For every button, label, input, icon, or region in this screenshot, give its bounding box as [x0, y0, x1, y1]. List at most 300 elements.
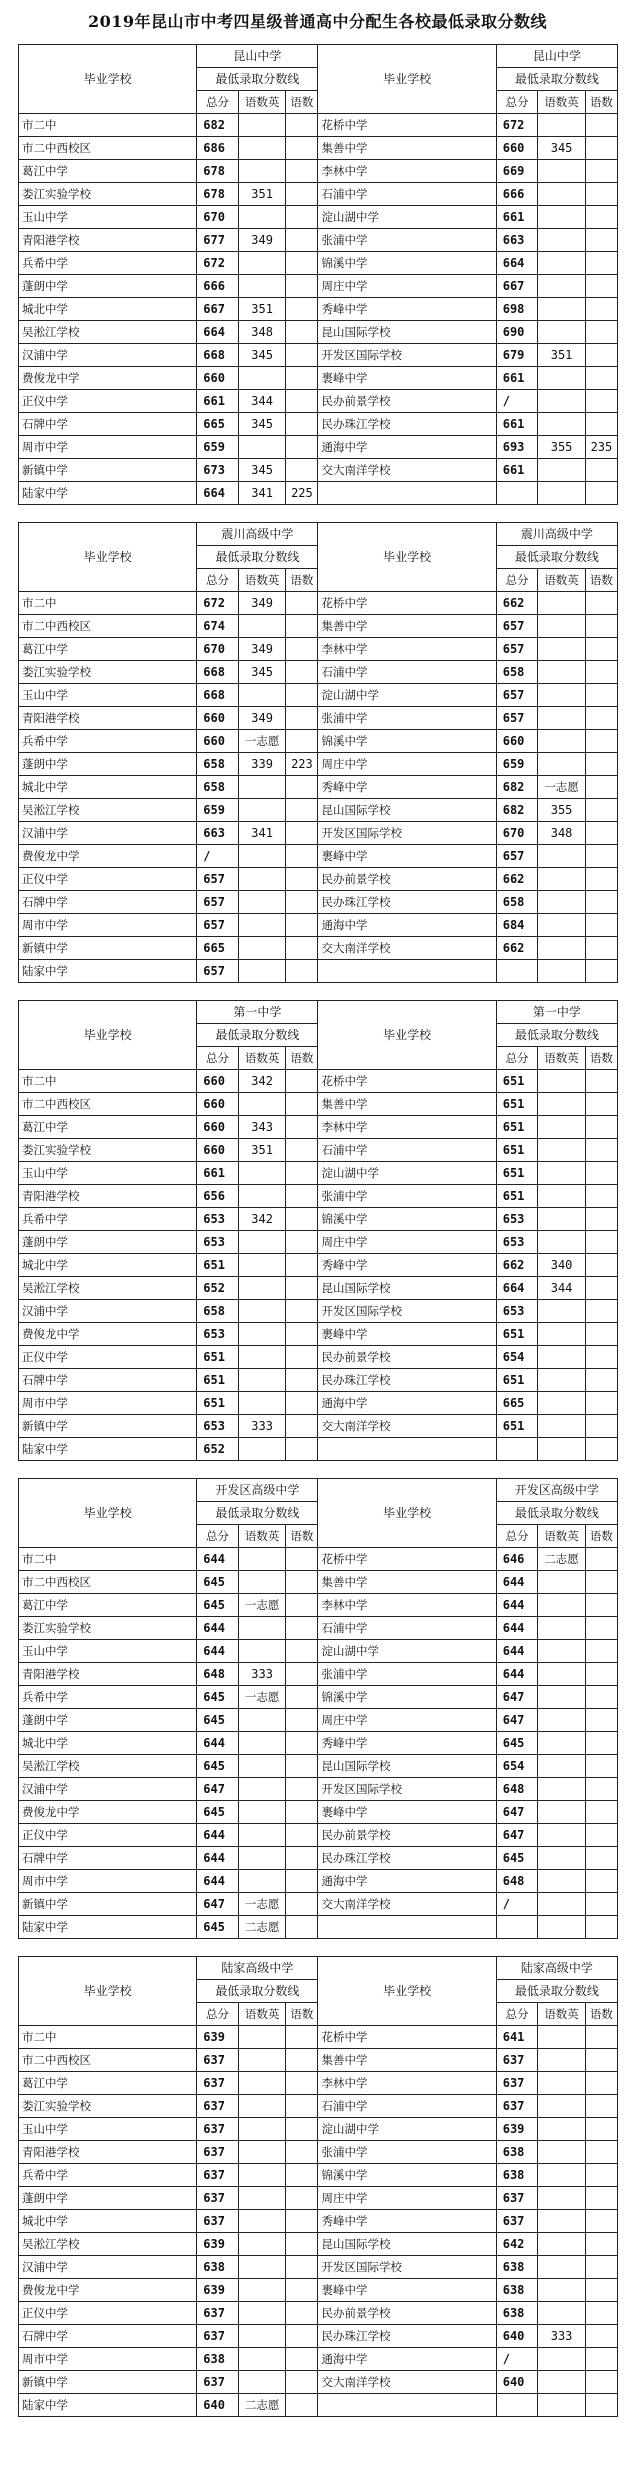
- table-row: [19, 2302, 618, 2325]
- chinese-math-cell: [585, 1254, 617, 1277]
- chinese-math-english-cell: [538, 592, 586, 615]
- table-row: [19, 1346, 618, 1369]
- chinese-math-cell: [286, 183, 318, 206]
- school-name-cell: 陆家中学: [19, 1916, 197, 1939]
- chinese-math-english-cell: [538, 1116, 586, 1139]
- school-name-cell: 石浦中学: [318, 1617, 496, 1640]
- total-score-cell: 658: [197, 1300, 239, 1323]
- total-score-cell: 663: [496, 229, 538, 252]
- total-score-cell: 638: [496, 2279, 538, 2302]
- chinese-math-cell: [585, 799, 617, 822]
- chinese-math-english-cell: [238, 1617, 286, 1640]
- total-score-cell: 645: [197, 1755, 239, 1778]
- school-name-cell: 城北中学: [19, 2210, 197, 2233]
- school-name-cell: 民办珠江学校: [318, 2325, 496, 2348]
- total-score-cell: 661: [496, 206, 538, 229]
- chinese-math-cell: [286, 2302, 318, 2325]
- chinese-math-cell: [585, 1663, 617, 1686]
- total-score-cell: 637: [197, 2141, 239, 2164]
- table-row: [19, 2164, 618, 2187]
- table-row: [19, 2394, 618, 2417]
- chinese-math-cell: [286, 960, 318, 983]
- total-score-cell: 658: [496, 891, 538, 914]
- school-column-header: 毕业学校: [318, 523, 496, 592]
- table-row: [19, 298, 618, 321]
- school-name-cell: 通海中学: [318, 2348, 496, 2371]
- school-column-header: 毕业学校: [318, 1479, 496, 1548]
- chinese-math-english-cell: [538, 1824, 586, 1847]
- chinese-math-header: 语数: [585, 91, 617, 114]
- total-score-cell: 653: [197, 1231, 239, 1254]
- total-score-cell: 651: [496, 1323, 538, 1346]
- chinese-math-cell: [286, 2233, 318, 2256]
- chinese-math-cell: [286, 1254, 318, 1277]
- chinese-math-cell: [585, 1415, 617, 1438]
- chinese-math-cell: [585, 707, 617, 730]
- school-name-cell: 汉浦中学: [19, 1300, 197, 1323]
- chinese-math-header: 语数: [286, 2003, 318, 2026]
- table-row: [19, 436, 618, 459]
- chinese-math-english-cell: [538, 1709, 586, 1732]
- table-row: [19, 1369, 618, 1392]
- chinese-math-english-cell: [538, 1893, 586, 1916]
- chinese-math-english-cell: [538, 2348, 586, 2371]
- chinese-math-english-header: 语数英: [238, 1525, 286, 1548]
- min-score-line-header: 最低录取分数线: [496, 1980, 617, 2003]
- total-score-cell: 647: [197, 1778, 239, 1801]
- chinese-math-english-cell: [238, 206, 286, 229]
- chinese-math-cell: [286, 1070, 318, 1093]
- table-row: [19, 1116, 618, 1139]
- school-name-cell: 陆家中学: [19, 1438, 197, 1461]
- school-name-cell: 开发区国际学校: [318, 1300, 496, 1323]
- total-score-cell: [496, 960, 538, 983]
- chinese-math-english-cell: 二志愿: [538, 1548, 586, 1571]
- chinese-math-english-cell: 349: [238, 229, 286, 252]
- total-score-cell: 672: [496, 114, 538, 137]
- chinese-math-english-cell: [238, 937, 286, 960]
- total-score-cell: 682: [496, 776, 538, 799]
- chinese-math-english-header: 语数英: [238, 91, 286, 114]
- chinese-math-cell: [286, 367, 318, 390]
- chinese-math-cell: [286, 684, 318, 707]
- school-name-cell: 市二中: [19, 1548, 197, 1571]
- chinese-math-cell: [286, 1686, 318, 1709]
- table-row: [19, 753, 618, 776]
- school-column-header: 毕业学校: [19, 1479, 197, 1548]
- chinese-math-english-cell: [538, 1594, 586, 1617]
- school-name-cell: 秀峰中学: [318, 1732, 496, 1755]
- school-name-cell: 淀山湖中学: [318, 206, 496, 229]
- chinese-math-english-cell: 345: [238, 459, 286, 482]
- school-name-cell: 周庄中学: [318, 2187, 496, 2210]
- school-name-cell: 城北中学: [19, 1732, 197, 1755]
- chinese-math-english-cell: [238, 2095, 286, 2118]
- school-name-cell: 花桥中学: [318, 1070, 496, 1093]
- total-score-header: 总分: [496, 2003, 538, 2026]
- school-name-cell: 玉山中学: [19, 2118, 197, 2141]
- total-score-cell: 651: [197, 1392, 239, 1415]
- school-name-cell: 周庄中学: [318, 1709, 496, 1732]
- chinese-math-cell: [585, 868, 617, 891]
- chinese-math-english-cell: [538, 1070, 586, 1093]
- chinese-math-cell: [286, 298, 318, 321]
- school-name-cell: 交大南洋学校: [318, 1415, 496, 1438]
- table-row: [19, 1686, 618, 1709]
- table-row: [19, 1070, 618, 1093]
- total-score-cell: 645: [496, 1847, 538, 1870]
- chinese-math-english-cell: 二志愿: [238, 2394, 286, 2417]
- school-name-cell: 汉浦中学: [19, 822, 197, 845]
- total-score-cell: 657: [197, 891, 239, 914]
- chinese-math-english-cell: [238, 1640, 286, 1663]
- chinese-math-english-cell: [238, 615, 286, 638]
- chinese-math-cell: [585, 2371, 617, 2394]
- chinese-math-english-cell: [538, 482, 586, 505]
- school-name-cell: 青阳港学校: [19, 229, 197, 252]
- chinese-math-english-cell: [538, 298, 586, 321]
- total-score-cell: 659: [197, 799, 239, 822]
- chinese-math-english-cell: 341: [238, 482, 286, 505]
- total-score-cell: 652: [197, 1438, 239, 1461]
- total-score-cell: 637: [197, 2302, 239, 2325]
- school-name-cell: 葛江中学: [19, 638, 197, 661]
- chinese-math-english-cell: [238, 1231, 286, 1254]
- total-score-cell: [496, 2394, 538, 2417]
- chinese-math-english-cell: [538, 684, 586, 707]
- school-name-cell: 裹峰中学: [318, 2279, 496, 2302]
- table-row: [19, 482, 618, 505]
- table-row: [19, 891, 618, 914]
- chinese-math-english-cell: [538, 2049, 586, 2072]
- table-row: [19, 1323, 618, 1346]
- total-score-header: 总分: [496, 91, 538, 114]
- chinese-math-english-cell: [538, 1571, 586, 1594]
- school-name-cell: 玉山中学: [19, 1640, 197, 1663]
- chinese-math-english-header: 语数英: [238, 569, 286, 592]
- school-name-cell: 新镇中学: [19, 1415, 197, 1438]
- school-name-cell: 正仪中学: [19, 390, 197, 413]
- school-name-cell: 集善中学: [318, 2049, 496, 2072]
- chinese-math-english-cell: [538, 1323, 586, 1346]
- school-name-cell: 锦溪中学: [318, 252, 496, 275]
- table-header-row: [19, 1001, 618, 1024]
- chinese-math-english-header: 语数英: [238, 1047, 286, 1070]
- total-score-cell: 645: [197, 1686, 239, 1709]
- chinese-math-english-cell: [238, 1732, 286, 1755]
- total-score-cell: 660: [197, 1139, 239, 1162]
- total-score-cell: 665: [197, 937, 239, 960]
- score-table: [18, 522, 618, 983]
- chinese-math-english-cell: [538, 275, 586, 298]
- total-score-cell: 653: [496, 1231, 538, 1254]
- total-score-cell: 644: [197, 1847, 239, 1870]
- total-score-cell: 668: [197, 684, 239, 707]
- table-row: [19, 937, 618, 960]
- table-row: [19, 1571, 618, 1594]
- chinese-math-cell: [286, 2141, 318, 2164]
- school-name-cell: 蓬朗中学: [19, 1231, 197, 1254]
- chinese-math-cell: [286, 1139, 318, 1162]
- chinese-math-english-cell: [238, 960, 286, 983]
- chinese-math-english-cell: [538, 1916, 586, 1939]
- chinese-math-header: 语数: [585, 1525, 617, 1548]
- total-score-header: 总分: [496, 569, 538, 592]
- chinese-math-english-cell: 345: [538, 137, 586, 160]
- table-row: [19, 2095, 618, 2118]
- school-name-cell: 青阳港学校: [19, 2141, 197, 2164]
- total-score-cell: 667: [496, 275, 538, 298]
- chinese-math-english-cell: [538, 183, 586, 206]
- school-name-cell: 市二中西校区: [19, 2049, 197, 2072]
- chinese-math-english-cell: 351: [238, 1139, 286, 1162]
- chinese-math-english-cell: [538, 1369, 586, 1392]
- total-score-cell: 679: [496, 344, 538, 367]
- chinese-math-cell: [286, 1162, 318, 1185]
- school-column-header: 毕业学校: [19, 1957, 197, 2026]
- chinese-math-cell: [585, 2348, 617, 2371]
- total-score-cell: 686: [197, 137, 239, 160]
- table-row: [19, 114, 618, 137]
- table-row: [19, 160, 618, 183]
- chinese-math-cell: [286, 1116, 318, 1139]
- school-name-cell: 市二中西校区: [19, 1093, 197, 1116]
- chinese-math-english-cell: [538, 2141, 586, 2164]
- chinese-math-cell: [286, 1801, 318, 1824]
- table-row: [19, 229, 618, 252]
- chinese-math-cell: [286, 2118, 318, 2141]
- min-score-line-header: 最低录取分数线: [197, 546, 318, 569]
- total-score-cell: 646: [496, 1548, 538, 1571]
- total-score-cell: 656: [197, 1185, 239, 1208]
- total-score-cell: 645: [197, 1571, 239, 1594]
- total-score-cell: 654: [496, 1755, 538, 1778]
- chinese-math-english-cell: 一志愿: [238, 1594, 286, 1617]
- total-score-cell: 661: [197, 390, 239, 413]
- table-row: [19, 1755, 618, 1778]
- chinese-math-cell: [585, 206, 617, 229]
- chinese-math-english-cell: [238, 1824, 286, 1847]
- total-score-cell: 637: [197, 2187, 239, 2210]
- total-score-cell: 638: [496, 2302, 538, 2325]
- total-score-cell: 637: [496, 2072, 538, 2095]
- chinese-math-english-cell: [538, 1300, 586, 1323]
- table-row: [19, 413, 618, 436]
- school-name-cell: 费俊龙中学: [19, 367, 197, 390]
- school-name-cell: 秀峰中学: [318, 2210, 496, 2233]
- table-row: [19, 275, 618, 298]
- school-name-cell: 城北中学: [19, 1254, 197, 1277]
- table-row: [19, 661, 618, 684]
- chinese-math-cell: [585, 960, 617, 983]
- total-score-cell: 644: [197, 1732, 239, 1755]
- table-row: [19, 1392, 618, 1415]
- min-score-line-header: 最低录取分数线: [197, 68, 318, 91]
- total-score-header: 总分: [496, 1525, 538, 1548]
- table-row: [19, 2371, 618, 2394]
- school-name-cell: 吴淞江学校: [19, 1755, 197, 1778]
- school-name-cell: 淀山湖中学: [318, 1640, 496, 1663]
- school-name-cell: 吴淞江学校: [19, 1277, 197, 1300]
- table-row: [19, 2141, 618, 2164]
- document-title: 2019年昆山市中考四星级普通高中分配生各校最低录取分数线: [87, 12, 548, 31]
- total-score-cell: 651: [496, 1116, 538, 1139]
- chinese-math-english-cell: [238, 1548, 286, 1571]
- chinese-math-cell: [585, 137, 617, 160]
- school-name-cell: 李林中学: [318, 1594, 496, 1617]
- target-school-header: 昆山中学: [496, 45, 617, 68]
- total-score-cell: 658: [197, 776, 239, 799]
- school-name-cell: 陆家中学: [19, 960, 197, 983]
- chinese-math-cell: [286, 1893, 318, 1916]
- score-table: [18, 1000, 618, 1461]
- chinese-math-cell: [585, 2187, 617, 2210]
- chinese-math-cell: [286, 937, 318, 960]
- chinese-math-cell: [286, 2049, 318, 2072]
- chinese-math-english-cell: [538, 413, 586, 436]
- chinese-math-english-cell: [238, 1185, 286, 1208]
- chinese-math-cell: [286, 2394, 318, 2417]
- chinese-math-english-cell: 348: [238, 321, 286, 344]
- chinese-math-english-cell: [538, 114, 586, 137]
- chinese-math-cell: [585, 229, 617, 252]
- chinese-math-cell: [585, 2210, 617, 2233]
- chinese-math-cell: [286, 1640, 318, 1663]
- school-name-cell: 通海中学: [318, 436, 496, 459]
- table-row: [19, 344, 618, 367]
- school-name-cell: 周市中学: [19, 436, 197, 459]
- school-name-cell: 蓬朗中学: [19, 2187, 197, 2210]
- school-name-cell: 民办珠江学校: [318, 1847, 496, 1870]
- chinese-math-cell: [585, 1640, 617, 1663]
- school-name-cell: 锦溪中学: [318, 1208, 496, 1231]
- school-name-cell: 石牌中学: [19, 2325, 197, 2348]
- total-score-cell: 666: [496, 183, 538, 206]
- total-score-cell: 648: [496, 1778, 538, 1801]
- chinese-math-english-cell: [238, 1571, 286, 1594]
- chinese-math-english-cell: 355: [538, 436, 586, 459]
- chinese-math-english-cell: [238, 2233, 286, 2256]
- table-row: [19, 1778, 618, 1801]
- chinese-math-cell: [286, 1732, 318, 1755]
- school-name-cell: 兵希中学: [19, 1686, 197, 1709]
- chinese-math-cell: [585, 1732, 617, 1755]
- chinese-math-cell: [585, 413, 617, 436]
- chinese-math-english-cell: [538, 845, 586, 868]
- chinese-math-cell: [286, 1185, 318, 1208]
- chinese-math-cell: [585, 937, 617, 960]
- chinese-math-english-cell: [238, 2210, 286, 2233]
- school-name-cell: 市二中: [19, 592, 197, 615]
- total-score-cell: 647: [197, 1893, 239, 1916]
- chinese-math-english-cell: [238, 891, 286, 914]
- total-score-cell: 684: [496, 914, 538, 937]
- school-name-cell: 玉山中学: [19, 684, 197, 707]
- school-name-cell: 兵希中学: [19, 2164, 197, 2187]
- table-row: [19, 1847, 618, 1870]
- school-name-cell: 兵希中学: [19, 1208, 197, 1231]
- total-score-cell: 644: [496, 1640, 538, 1663]
- total-score-cell: 651: [496, 1139, 538, 1162]
- chinese-math-english-cell: [538, 1162, 586, 1185]
- chinese-math-english-cell: [538, 1185, 586, 1208]
- total-score-cell: 638: [496, 2256, 538, 2279]
- target-school-header: 震川高级中学: [197, 523, 318, 546]
- table-row: [19, 592, 618, 615]
- table-row: [19, 1870, 618, 1893]
- school-name-cell: 昆山国际学校: [318, 321, 496, 344]
- school-name-cell: 开发区国际学校: [318, 2256, 496, 2279]
- total-score-cell: 639: [197, 2233, 239, 2256]
- total-score-cell: 641: [496, 2026, 538, 2049]
- chinese-math-english-cell: [538, 2371, 586, 2394]
- chinese-math-english-cell: [538, 615, 586, 638]
- chinese-math-header: 语数: [585, 1047, 617, 1070]
- chinese-math-cell: [286, 891, 318, 914]
- chinese-math-cell: [585, 1778, 617, 1801]
- school-name-cell: 石浦中学: [318, 661, 496, 684]
- total-score-cell: 653: [197, 1415, 239, 1438]
- total-score-cell: 659: [197, 436, 239, 459]
- chinese-math-english-header: 语数英: [538, 2003, 586, 2026]
- total-score-cell: 690: [496, 321, 538, 344]
- chinese-math-english-cell: [538, 1847, 586, 1870]
- school-name-cell: 民办前景学校: [318, 1346, 496, 1369]
- chinese-math-english-cell: [238, 1300, 286, 1323]
- chinese-math-english-cell: [538, 2164, 586, 2187]
- chinese-math-english-cell: [538, 390, 586, 413]
- school-name-cell: 秀峰中学: [318, 1254, 496, 1277]
- total-score-cell: 677: [197, 229, 239, 252]
- total-score-cell: 637: [197, 2325, 239, 2348]
- table-row: [19, 2256, 618, 2279]
- school-name-cell: 青阳港学校: [19, 1185, 197, 1208]
- chinese-math-english-cell: [238, 2049, 286, 2072]
- chinese-math-english-cell: 333: [538, 2325, 586, 2348]
- chinese-math-english-cell: [538, 937, 586, 960]
- total-score-cell: 644: [496, 1617, 538, 1640]
- total-score-cell: 668: [197, 661, 239, 684]
- chinese-math-cell: [585, 1300, 617, 1323]
- total-score-cell: 682: [197, 114, 239, 137]
- table-row: [19, 321, 618, 344]
- total-score-cell: /: [496, 1893, 538, 1916]
- total-score-cell: 651: [496, 1093, 538, 1116]
- chinese-math-cell: [286, 2348, 318, 2371]
- table-row: [19, 684, 618, 707]
- school-name-cell: 花桥中学: [318, 2026, 496, 2049]
- chinese-math-english-cell: [538, 2118, 586, 2141]
- table-row: [19, 2279, 618, 2302]
- chinese-math-english-cell: 344: [238, 390, 286, 413]
- chinese-math-english-cell: [238, 2371, 286, 2394]
- table-row: [19, 2049, 618, 2072]
- chinese-math-cell: [585, 1369, 617, 1392]
- table-row: [19, 2348, 618, 2371]
- chinese-math-english-cell: [238, 914, 286, 937]
- school-name-cell: 娄江实验学校: [19, 1617, 197, 1640]
- total-score-cell: 665: [496, 1392, 538, 1415]
- total-score-cell: 657: [197, 914, 239, 937]
- table-row: [19, 183, 618, 206]
- table-row: [19, 1277, 618, 1300]
- table-row: [19, 845, 618, 868]
- total-score-cell: [496, 482, 538, 505]
- total-score-header: 总分: [197, 569, 239, 592]
- min-score-line-header: 最低录取分数线: [496, 68, 617, 91]
- total-score-cell: 660: [197, 1116, 239, 1139]
- school-name-cell: 蓬朗中学: [19, 753, 197, 776]
